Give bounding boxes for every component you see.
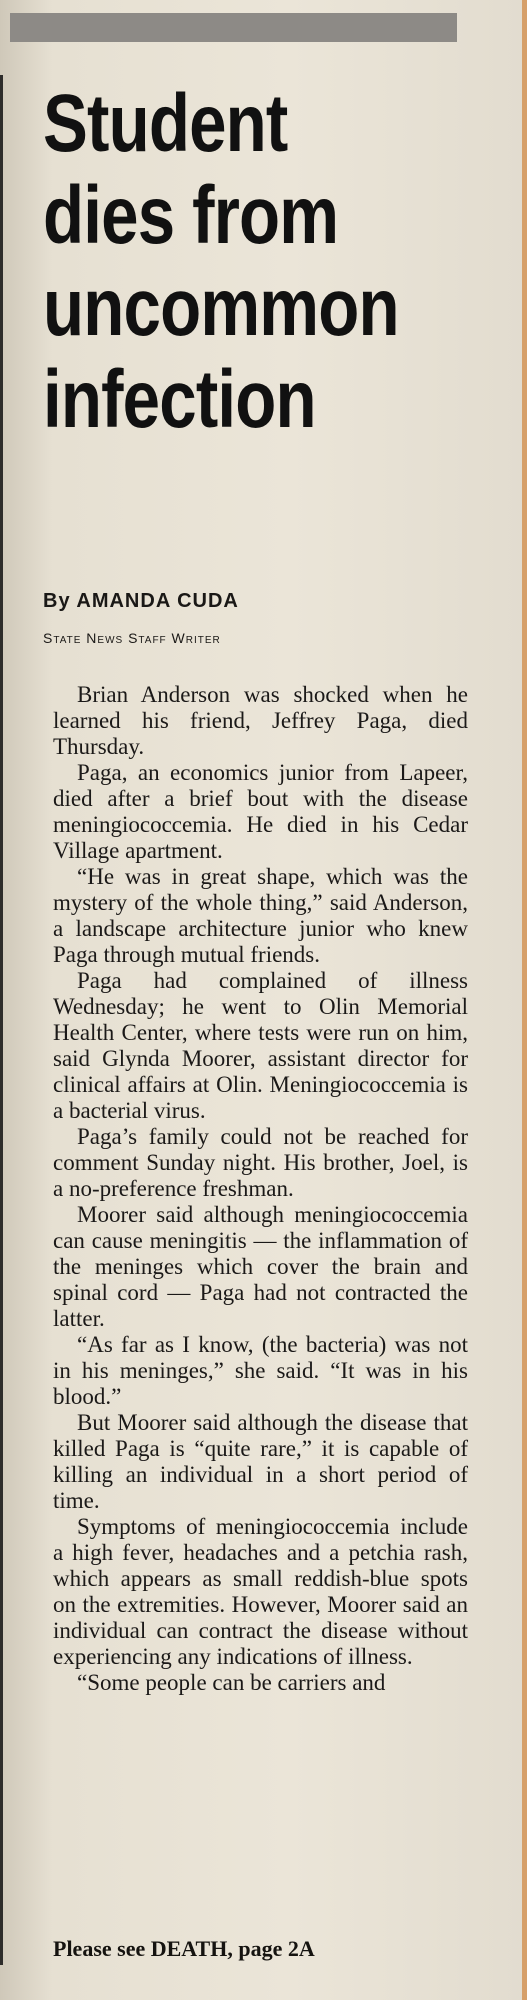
article-paragraph: “Some people can be carriers and <box>77 1670 386 1695</box>
headline: Student dies from uncommon infection <box>43 78 399 445</box>
article-paragraph: Paga, an economics junior from Lapeer, died after a brief bout with the disease meningiococcemia. He died in his Cedar Village apartment. <box>53 760 468 863</box>
article-paragraph: Moorer said although meningiococcemia can cause meningitis — the inflammation of the meninges which cover the brain and spinal cord — Paga had not contracted the latter. <box>53 1202 468 1331</box>
article-body <box>53 682 468 1696</box>
byline-role: State News Staff Writer <box>43 630 221 646</box>
article-paragraph: Paga had complained of illness Wednesday; he went to Olin Memorial Health Center, where tests were run on him, said Glynda Moorer, assistant director for clinical affairs at Olin. Meningiococcemia is a bacterial virus. <box>53 968 468 1123</box>
right-edge-strip <box>522 0 527 2000</box>
top-rule <box>10 13 457 42</box>
article-paragraph: “He was in great shape, which was the mystery of the whole thing,” said Anderson, a landscape architecture junior who knew Paga through mutual friends. <box>53 864 468 967</box>
left-column-rule <box>0 75 3 1965</box>
article-paragraph: Symptoms of meningiococcemia include a high fever, headaches and a petchia rash, which appears as small reddish-blue spots on the extremities. However, Moorer said an individual can contract the disease without experiencing any indications of illness. <box>53 1514 468 1669</box>
byline: By AMANDA CUDA <box>43 590 239 612</box>
article-paragraph: But Moorer said although the disease that killed Paga is “quite rare,” it is capable of killing an individual in a short period of time. <box>53 1410 468 1513</box>
jump-line: Please see DEATH, page 2A <box>53 1936 315 1961</box>
article-paragraph: “As far as I know, (the bacteria) was not in his meninges,” she said. “It was in his blood.” <box>53 1332 468 1409</box>
article-paragraph: Brian Anderson was shocked when he learned his friend, Jeffrey Paga, died Thursday. <box>53 682 468 759</box>
article-paragraph: Paga’s family could not be reached for comment Sunday night. His brother, Joel, is a no-preference freshman. <box>53 1124 468 1201</box>
